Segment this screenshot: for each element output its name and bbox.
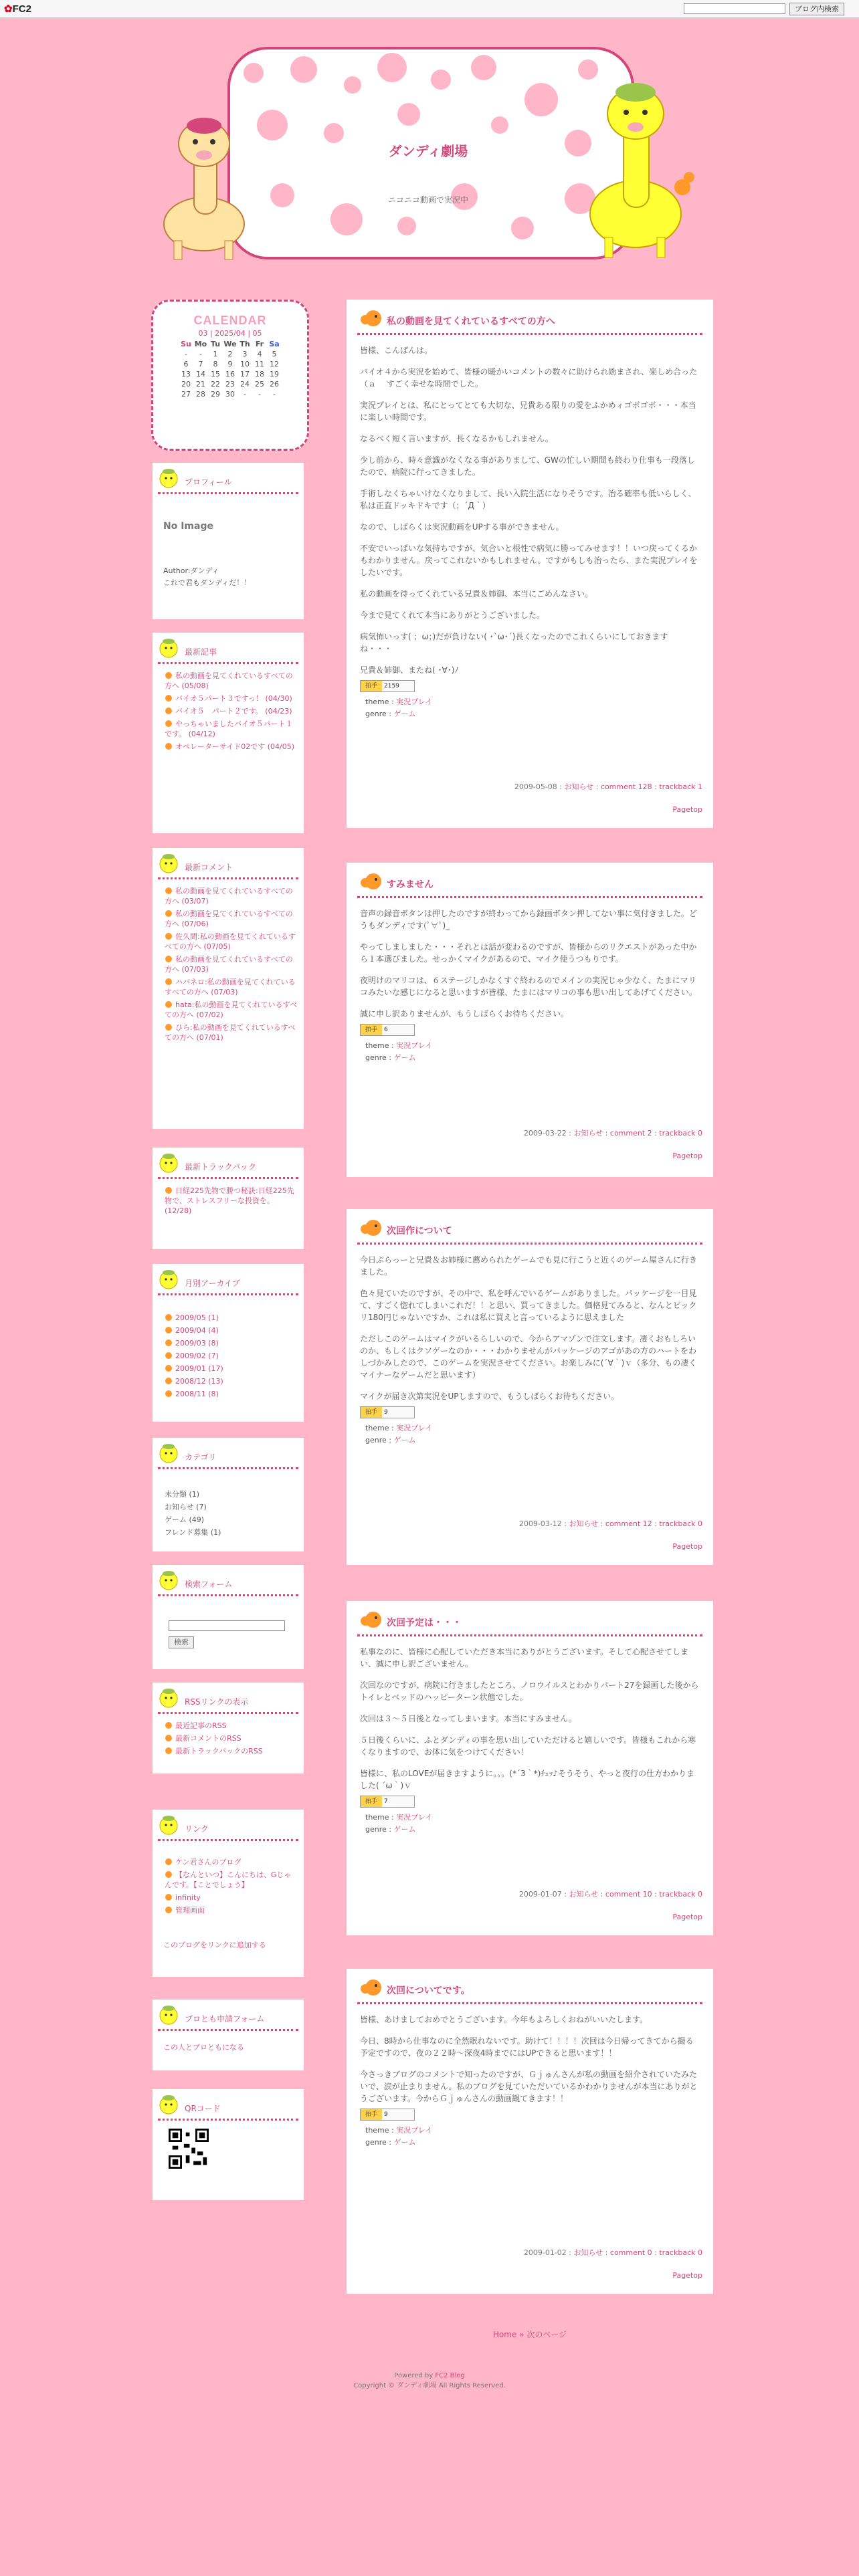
calendar-nav[interactable]: 03 | 2025/04 | 05 [198, 329, 262, 338]
list-item[interactable]: バイオ５パート３ですっ！ (04/30) [165, 693, 298, 704]
profile-widget [153, 463, 304, 619]
list-item[interactable]: 【なんといつ】こんにちは、Gじゃんです。【ことでしょう】 [165, 1870, 292, 1889]
comment-link[interactable]: comment 0 [609, 2248, 652, 2257]
list-item[interactable]: ひら:私の動画を見てくれているすべての方へ (07/01) [165, 1023, 296, 1042]
category-link[interactable]: お知らせ [569, 1890, 599, 1899]
bird-bullet-icon [165, 671, 173, 679]
fc2-logo[interactable]: ✿FC2 [4, 3, 31, 15]
entry-title[interactable]: 次回予定は・・・ [387, 1618, 462, 1628]
list-item[interactable]: 2009/04 (4) [165, 1325, 298, 1335]
next-page-link[interactable]: 次のページ [527, 2330, 567, 2339]
list-item[interactable]: 2009/03 (8) [165, 1338, 298, 1348]
trackback-link[interactable]: trackback 0 [659, 1519, 702, 1528]
widget-title: 最新トラックバック [185, 1162, 257, 1172]
comment-link[interactable]: comment 12 [605, 1519, 652, 1528]
bird-bullet-icon [165, 1377, 173, 1385]
bird-bullet-icon [165, 1893, 173, 1901]
list-item[interactable]: 2009/05 (1) [165, 1313, 298, 1323]
widget-title: 最新コメント [185, 863, 233, 872]
comment-link[interactable]: comment 2 [609, 1129, 652, 1138]
list-item[interactable]: オペレーターサイド02です (04/05) [165, 742, 298, 752]
bird-bullet-icon [165, 1870, 173, 1879]
entry-footer: 2009-05-08 : お知らせ : comment 128 : trackback 1 [514, 782, 702, 791]
recent-comments-widget [153, 848, 304, 1129]
genre-link[interactable]: ゲーム [393, 710, 416, 718]
bird-bullet-icon [165, 1906, 173, 1914]
widget-title: 検索フォーム [185, 1580, 233, 1589]
genre-link[interactable]: ゲーム [393, 1436, 416, 1444]
entry-title[interactable]: 次回についてです。 [387, 1985, 470, 1996]
list-item[interactable]: 佐久間:私の動画を見てくれているすべての方へ (07/05) [165, 932, 296, 951]
list-item[interactable]: 最新コメントのRSS [165, 1733, 298, 1743]
bird-bullet-icon [165, 1023, 173, 1031]
list-item[interactable]: 2008/11 (8) [165, 1389, 298, 1399]
fc2-search-input[interactable] [684, 3, 785, 14]
list-item[interactable]: フレンド募集 (1) [165, 1528, 221, 1537]
trackback-link[interactable]: trackback 1 [659, 782, 702, 791]
bird-bullet-icon [165, 1000, 173, 1008]
bird-icon [357, 868, 384, 895]
search-input[interactable] [169, 1620, 285, 1631]
alpaca-icon [158, 637, 179, 658]
profile-author: Author:ダンディ [163, 566, 219, 575]
list-item[interactable]: infinity [165, 1893, 298, 1903]
alpaca-icon [158, 467, 179, 488]
bird-bullet-icon [165, 742, 173, 750]
monthly-archive-widget [153, 1264, 304, 1422]
bird-bullet-icon [165, 1390, 173, 1398]
copyright: Copyright © ダンディ劇場 All Rights Reserved. [353, 2382, 506, 2389]
widget-title: ブロとも申請フォーム [185, 2014, 265, 2024]
list-item[interactable]: ゲーム (49) [165, 1515, 205, 1524]
calendar-widget [151, 300, 309, 451]
pagetop-link[interactable]: Pagetop [672, 2271, 702, 2280]
bird-bullet-icon [165, 1858, 173, 1866]
blog-header [154, 40, 702, 261]
bird-bullet-icon [165, 1721, 173, 1729]
theme-link[interactable]: 実況プレイ [396, 1041, 433, 1050]
bird-bullet-icon [165, 909, 173, 918]
alpaca-icon [158, 1569, 179, 1590]
recent-entries-widget [153, 633, 304, 833]
home-link[interactable]: Home [492, 2330, 517, 2339]
theme-link[interactable]: 実況プレイ [396, 1813, 433, 1822]
bird-bullet-icon [165, 955, 173, 963]
bird-icon [357, 1606, 384, 1633]
qr-code-image [169, 2129, 209, 2169]
entry-footer: 2009-01-02 : お知らせ : comment 0 : trackback 0 [523, 2248, 702, 2257]
applause-button[interactable]: 拍手 9 [360, 1406, 415, 1418]
blog-entry: 私の動画を見てくれているすべての方へ 皆様、こんばんは。 バイオ４から実況を始めて、皆様の暖かいコメントの数々に助けられ励まされ、楽しめ合った（ａ すごく幸せな時間でした。 実況プレイとは、私にとってとても大切な、兄貴ある限りの愛をふかめィゴボゴボ・・・本当に楽しい時間です。 なるべく短く言いますが、長くなるかもしれません。 少し前から、時々意識がなくなる事がありまして、GWの忙しい期間も終わり仕事も一段落したので、病院に行ってきました。 手術しなくちゃいけなくなりまして、長い入院生活になりそうです。治る確率も低いらしく、私は正直ドッキドキです（；´Д｀） なので、しばらくは実況動画をUPする事ができません。 不安でいっぱいな気持ちですが、気合いと根性で病気に勝ってみせます！！いつ戻ってくるかもわかりません。戻ってこれないかもしれません。ですがもしも治ったら、また実況プレイをしたいです。 私の動画を待ってくれている兄貴＆姉御、本当にごめんなさい。 今まで見てくれて本当にありがとうございました。 病気怖いっす( ；ω；)だが負けない( ･`ω･´)長くなったのでこれくらいにしておきますね・・・ 兄貴＆姉御、またね( ･∀･)ﾉ 拍手 2159 theme : 実況プレイ genre : ゲーム 2009-05-08 : お知らせ : comment 128 : trackback 1 Pagetop [347, 300, 713, 828]
comment-link[interactable]: comment 10 [605, 1890, 652, 1899]
bird-bullet-icon [165, 1313, 173, 1321]
alpaca-icon [158, 2004, 179, 2025]
list-item[interactable]: ケン君さんのブログ [165, 1857, 298, 1867]
list-item[interactable]: 私の動画を見てくれているすべての方へ (07/06) [165, 909, 293, 928]
genre-link[interactable]: ゲーム [393, 1053, 416, 1062]
bird-icon [357, 1214, 384, 1241]
list-item[interactable]: 最新トラックバックのRSS [165, 1746, 298, 1756]
recent-trackbacks-widget [153, 1148, 304, 1249]
category-link[interactable]: お知らせ [573, 1129, 603, 1138]
bird-icon [357, 1974, 384, 2001]
list-item[interactable]: やっちゃいましたバイオ５パート１です。 (04/12) [165, 720, 293, 738]
list-item[interactable]: 日経225先物で勝つ秘訣:日経225先物で、ストレスフリーな投資を。 (12/28) [165, 1186, 294, 1215]
applause-button[interactable]: 拍手 9 [360, 2109, 415, 2121]
trackback-link[interactable]: trackback 0 [659, 1129, 702, 1138]
bird-bullet-icon [165, 707, 173, 715]
list-item[interactable]: 私の動画を見てくれているすべての方へ (03/07) [165, 887, 293, 905]
list-item[interactable]: 最近記事のRSS [165, 1721, 298, 1731]
add-link-button[interactable]: このブログをリンクに追加する [163, 1941, 266, 1949]
blog-title[interactable]: ダンディ劇場 [388, 143, 468, 159]
blog-description: ニコニコ動画で実況中 [387, 195, 468, 205]
bird-bullet-icon [165, 720, 173, 728]
qr-code-widget [153, 2089, 304, 2200]
bird-bullet-icon [165, 1339, 173, 1347]
alpaca-icon [158, 1442, 179, 1463]
bird-bullet-icon [165, 1747, 173, 1755]
blog-entry: 次回予定は・・・ 私事なのに、皆様に心配していただき本当にありがとうございます。そして心配させてしまい、誠に申し訳ございません。 次回なのですが、病院に行きましたところ、ノロウイルスとわかりパート27を録画した後からトイレとベッドのハッピーターン状態でした。 次回は３～５日後となってしまいます。本当にすみません。 ５日後くらいに、ふとダンディの事を思い出していただけると嬉しいです。皆様もこれから寒くなりますので、お体に気をつけてください！ 皆様に、私のLOVEが届きますように。。。(*´3｀*)ﾁｭｯ♪そうそう、やっと夜行の仕方わかりました( ´ω｀)ｖ 拍手 7 theme : 実況プレイ genre : ゲーム 2009-01-07 : お知らせ : comment 10 : trackback 0 Pagetop [347, 1601, 713, 1935]
widget-title: QRコード [185, 2104, 221, 2113]
fc2-blog-link[interactable]: FC2 Blog [435, 2372, 465, 2379]
bird-bullet-icon [165, 1734, 173, 1742]
widget-title: 月別アーカイブ [185, 1279, 240, 1288]
alpaca-icon [158, 1687, 179, 1708]
alpaca-icon [158, 852, 179, 873]
entry-title[interactable]: 次回作について [387, 1226, 452, 1237]
fc2-search-button[interactable]: ブログ内検索 [789, 3, 844, 15]
category-link[interactable]: お知らせ [569, 1519, 599, 1528]
profile-description: これで君もダンディだ！！ [163, 578, 252, 587]
trackback-link[interactable]: trackback 0 [659, 2248, 702, 2257]
friend-request-widget [153, 2000, 304, 2070]
rss-widget [153, 1683, 304, 1774]
calendar-grid: Su Mo Tu We Th Fr Sa - - 1 2 3 4 5 6 7 8 9 10 11 12 13 14 15 16 17 18 19 20 21 22 23 24 25 26 27 28 29 30 - - - [181, 340, 280, 399]
fc2-toolbar [0, 0, 859, 18]
category-widget [153, 1438, 304, 1551]
list-item[interactable]: 私の動画を見てくれているすべての方へ (05/08) [165, 671, 293, 690]
pink-alpaca-illustration [154, 114, 254, 261]
genre-link[interactable]: ゲーム [393, 2138, 416, 2147]
blog-entry: すみません 音声の録音ボタンは押したのですが終わってから録画ボタン押してない事に気付きました。どうもダンディです(ﾟ∀ﾟ)_ やってしましました・・・それとは話が変わるのですが、皆様からのリクエストがあった中から１本選びました。せっかくマイクがあるので、マイク使うつもりです。 夜明けのマリコは、６ステージしかなくすぐ終わるのでメインの実況じゃ少なく、たまにマリコみたいな感じになると思いますが皆様、たまにはマリコの事も思い出してあげてください。 誠に申し訳ありませんが、もうしばらくお待ちください。 拍手 6 theme : 実況プレイ genre : ゲーム 2009-03-22 : お知らせ : comment 2 : trackback 0 Pagetop [347, 863, 713, 1177]
widget-title: プロフィール [185, 477, 232, 487]
list-item[interactable]: ハバネロ:私の動画を見てくれているすべての方へ (07/03) [165, 978, 296, 996]
pagetop-link[interactable]: Pagetop [672, 1913, 702, 1921]
bird-icon [357, 305, 384, 332]
entry-footer: 2009-03-22 : お知らせ : comment 2 : trackback 0 [523, 1129, 702, 1138]
pagetop-link[interactable]: Pagetop [672, 1152, 702, 1160]
alpaca-icon [158, 1152, 179, 1173]
alpaca-icon [158, 1814, 179, 1835]
links-widget [153, 1810, 304, 1977]
widget-title: RSSリンクの表示 [185, 1697, 249, 1707]
entry-footer: 2009-03-12 : お知らせ : comment 12 : trackback 0 [518, 1519, 702, 1528]
alpaca-icon [158, 2093, 179, 2115]
genre-link[interactable]: ゲーム [393, 1825, 416, 1834]
list-item[interactable]: 2009/02 (7) [165, 1351, 298, 1361]
blog-entry: 次回作について 今日ぷらっーと兄貴＆お姉様に薦められたゲームでも見に行こうと近くのゲーム屋さんに行きました。 色々見ていたのですが、その中で、私を呼んでいるゲームがありました。パッケージを一目見て、すごく惚れてしまいこれだ！！と思い、買ってきました。価格見てみると、なんとビックリ180円じゃないですか、これは私に買えと言っているように思えました ただしこのゲームはマイクがいるらしいので、今からアマゾンで注文します。凄くおもしろいのか、もしくはクソゲーなのか・・・わかりませんがパッケージのアゴがあの方のハートをわしづかみしたので、このゲームを実況させてください。お楽しみに(´∀｀)ｖ（多分、もの凄くマイナーなゲームだと思います） マイクが届き次第実況をUPしますので、もうしばらくお待ちください。 拍手 9 theme : 実況プレイ genre : ゲーム 2009-03-12 : お知らせ : comment 12 : trackback 0 Pagetop [347, 1209, 713, 1565]
trackback-link[interactable]: trackback 0 [659, 1890, 702, 1899]
bird-bullet-icon [165, 1364, 173, 1372]
yellow-alpaca-illustration [582, 67, 702, 261]
widget-title: リンク [185, 1824, 209, 1834]
blog-entry: 次回についてです。 皆様、あけましておめでとうございます。今年もよろしくおねがいいたします。 今日、8時から仕事なのに全然眠れないです。助けて！！！！次回は今日帰ってきてから撮る予定ですので、夜の２２時～深夜4時までにはUPできると思います！！ 今さっきブログのコメントで知ったのですが、Ｇｊゅんさんが私の動画を紹介されていたみたいで、涙が止まりません。私のブログを見ていただいているかわかりませんが本当にありがとうございます。今からＧｊゅんさんの動画観てきます！！ 拍手 9 theme : 実況プレイ genre : ゲーム 2009-01-02 : お知らせ : comment 0 : trackback 0 Pagetop [347, 1969, 713, 2294]
entry-title[interactable]: 私の動画を見てくれているすべての方へ [387, 316, 555, 327]
list-item[interactable]: hata:私の動画を見てくれているすべての方へ (07/02) [165, 1000, 298, 1019]
search-button[interactable]: 検索 [169, 1636, 194, 1648]
list-item[interactable]: お知らせ (7) [165, 1503, 207, 1511]
alpaca-icon [158, 1268, 179, 1289]
calendar-title: CALENDAR [193, 314, 267, 327]
applause-button[interactable]: 拍手 7 [360, 1796, 415, 1808]
bird-bullet-icon [165, 1352, 173, 1360]
widget-title: カテゴリ [185, 1453, 217, 1462]
bird-bullet-icon [165, 1326, 173, 1334]
list-item[interactable]: 2009/01 (17) [165, 1364, 298, 1374]
comment-link[interactable]: comment 128 [600, 782, 652, 791]
theme-link[interactable]: 実況プレイ [396, 697, 433, 706]
list-item[interactable]: バイオ５ パート２です。 (04/23) [165, 706, 298, 716]
profile-image-placeholder: No Image [163, 521, 213, 532]
applause-button[interactable]: 拍手 2159 [360, 680, 415, 692]
widget-title: 最新記事 [185, 647, 217, 657]
category-link[interactable]: お知らせ [564, 782, 594, 791]
theme-link[interactable]: 実況プレイ [396, 1424, 433, 1432]
applause-button[interactable]: 拍手 6 [360, 1024, 415, 1036]
list-item[interactable]: 私の動画を見てくれているすべての方へ (07/03) [165, 955, 293, 974]
entry-footer: 2009-01-07 : お知らせ : comment 10 : trackback 0 [518, 1890, 702, 1899]
page-footer: Powered by FC2 Blog Copyright © ダンディ劇場 All Rights Reserved. [0, 2371, 859, 2391]
pagetop-link[interactable]: Pagetop [672, 805, 702, 814]
list-item[interactable]: 2008/12 (13) [165, 1376, 298, 1386]
friend-request-link[interactable]: この人とブロともになる [163, 2043, 244, 2052]
bird-bullet-icon [165, 694, 173, 702]
list-item[interactable]: 管理画面 [165, 1905, 298, 1915]
entry-title[interactable]: すみません [387, 879, 434, 890]
search-widget [153, 1565, 304, 1669]
bird-bullet-icon [165, 978, 173, 986]
pagination: Home » 次のページ [492, 2330, 567, 2339]
bird-bullet-icon [165, 1186, 173, 1194]
bird-bullet-icon [165, 932, 173, 940]
theme-link[interactable]: 実況プレイ [396, 2126, 433, 2135]
category-link[interactable]: お知らせ [573, 2248, 603, 2257]
list-item[interactable]: 未分類 (1) [165, 1490, 200, 1499]
pagetop-link[interactable]: Pagetop [672, 1542, 702, 1551]
bird-bullet-icon [165, 887, 173, 895]
